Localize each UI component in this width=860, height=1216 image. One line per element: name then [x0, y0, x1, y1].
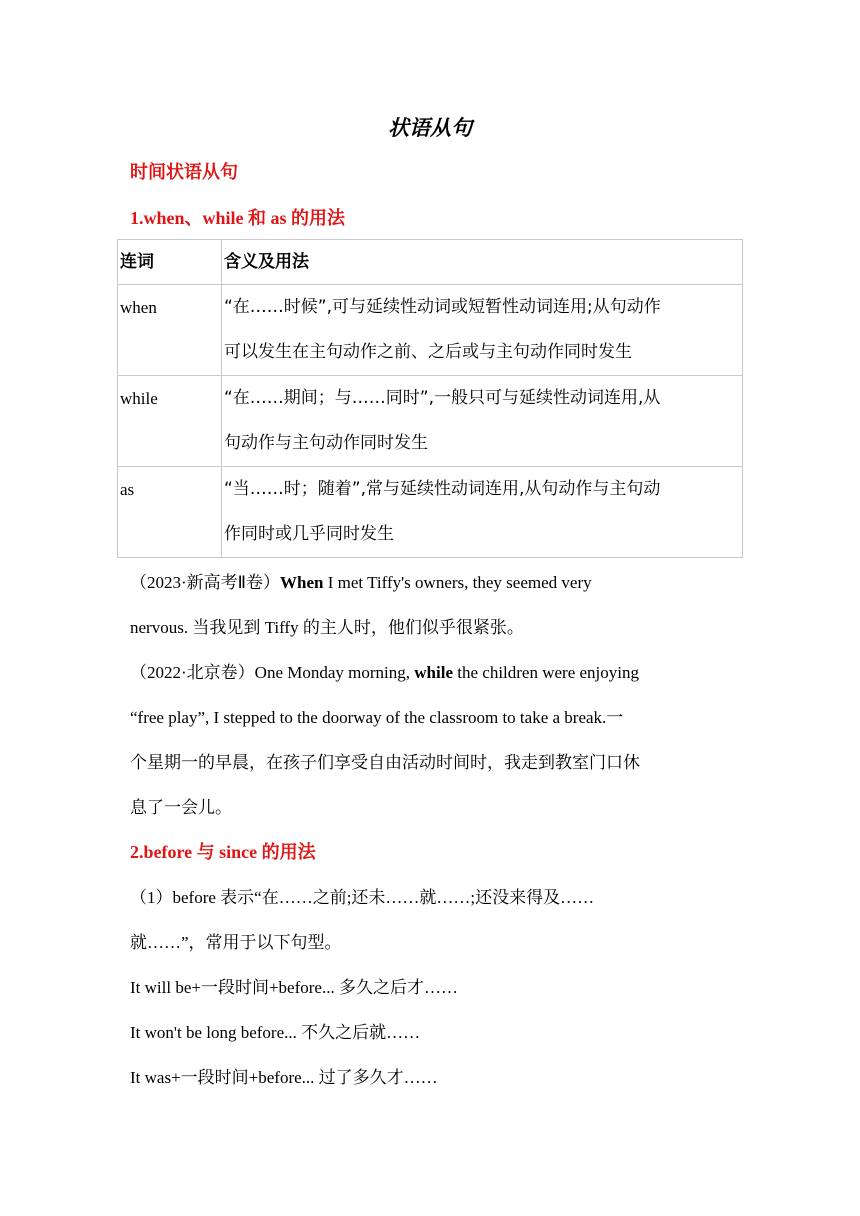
table-header-row [118, 240, 743, 285]
conjunction-cell: while [118, 376, 222, 467]
subheading-when-while-as: 1.when、while 和 as 的用法 [130, 208, 346, 228]
section-heading: 时间状语从句 [130, 162, 238, 183]
pattern-item: It won't be long before... 不久之后就…… [130, 1023, 421, 1042]
example-2022-line3: 个星期一的早晨，在孩子们享受自由活动时间时，我走到教室门口休 [130, 753, 640, 772]
example-2023-line2: nervous. 当我见到 Tiffy 的主人时，他们似乎很紧张。 [130, 618, 524, 637]
table-header-cell: 含义及用法 [222, 240, 743, 285]
pattern-item: It will be+一段时间+before... 多久之后才…… [130, 978, 458, 997]
example-text: the children were enjoying [453, 663, 639, 682]
table-header-cell: 连词 [118, 240, 222, 285]
example-text: I met Tiffy's owners, they seemed very [323, 573, 592, 592]
table-row [118, 376, 743, 467]
page-title: 状语从句 [388, 116, 472, 140]
example-keyword: while [414, 663, 453, 682]
example-2022-line2: “free play”, I stepped to the doorway of the classroom to take a break.一 [130, 708, 624, 727]
usage-cell: “在……时候”,可与延续性动词或短暂性动词连用;从句动作 可以发生在主句动作之前、之后或与主句动作同时发生 [222, 285, 743, 376]
example-source: （2022·北京卷） [130, 663, 255, 682]
conjunction-cell: when [118, 285, 222, 376]
example-2023-line1 [130, 568, 592, 593]
conjunction-usage-table [117, 239, 743, 558]
pattern-item: It was+一段时间+before... 过了多久才…… [130, 1068, 438, 1087]
table-row [118, 285, 743, 376]
subheading-before-since: 2.before 与 since 的用法 [130, 842, 316, 862]
example-source: （2023·新高考Ⅱ卷） [130, 573, 281, 592]
before-description-line2: 就……”，常用于以下句型。 [130, 933, 342, 952]
before-description-line1: （1）before 表示“在……之前;还未……就……;还没来得及…… [130, 888, 595, 907]
example-2022-line1 [130, 658, 639, 683]
usage-cell: “当……时；随着”,常与延续性动词连用,从句动作与主句动 作同时或几乎同时发生 [222, 467, 743, 558]
example-text: One Monday morning, [254, 663, 415, 682]
example-2022-line4: 息了一会儿。 [130, 798, 232, 817]
conjunction-cell: as [118, 467, 222, 558]
table-row [118, 467, 743, 558]
example-keyword: When [280, 573, 324, 592]
usage-cell: “在……期间；与……同时”,一般只可与延续性动词连用,从 句动作与主句动作同时发生 [222, 376, 743, 467]
